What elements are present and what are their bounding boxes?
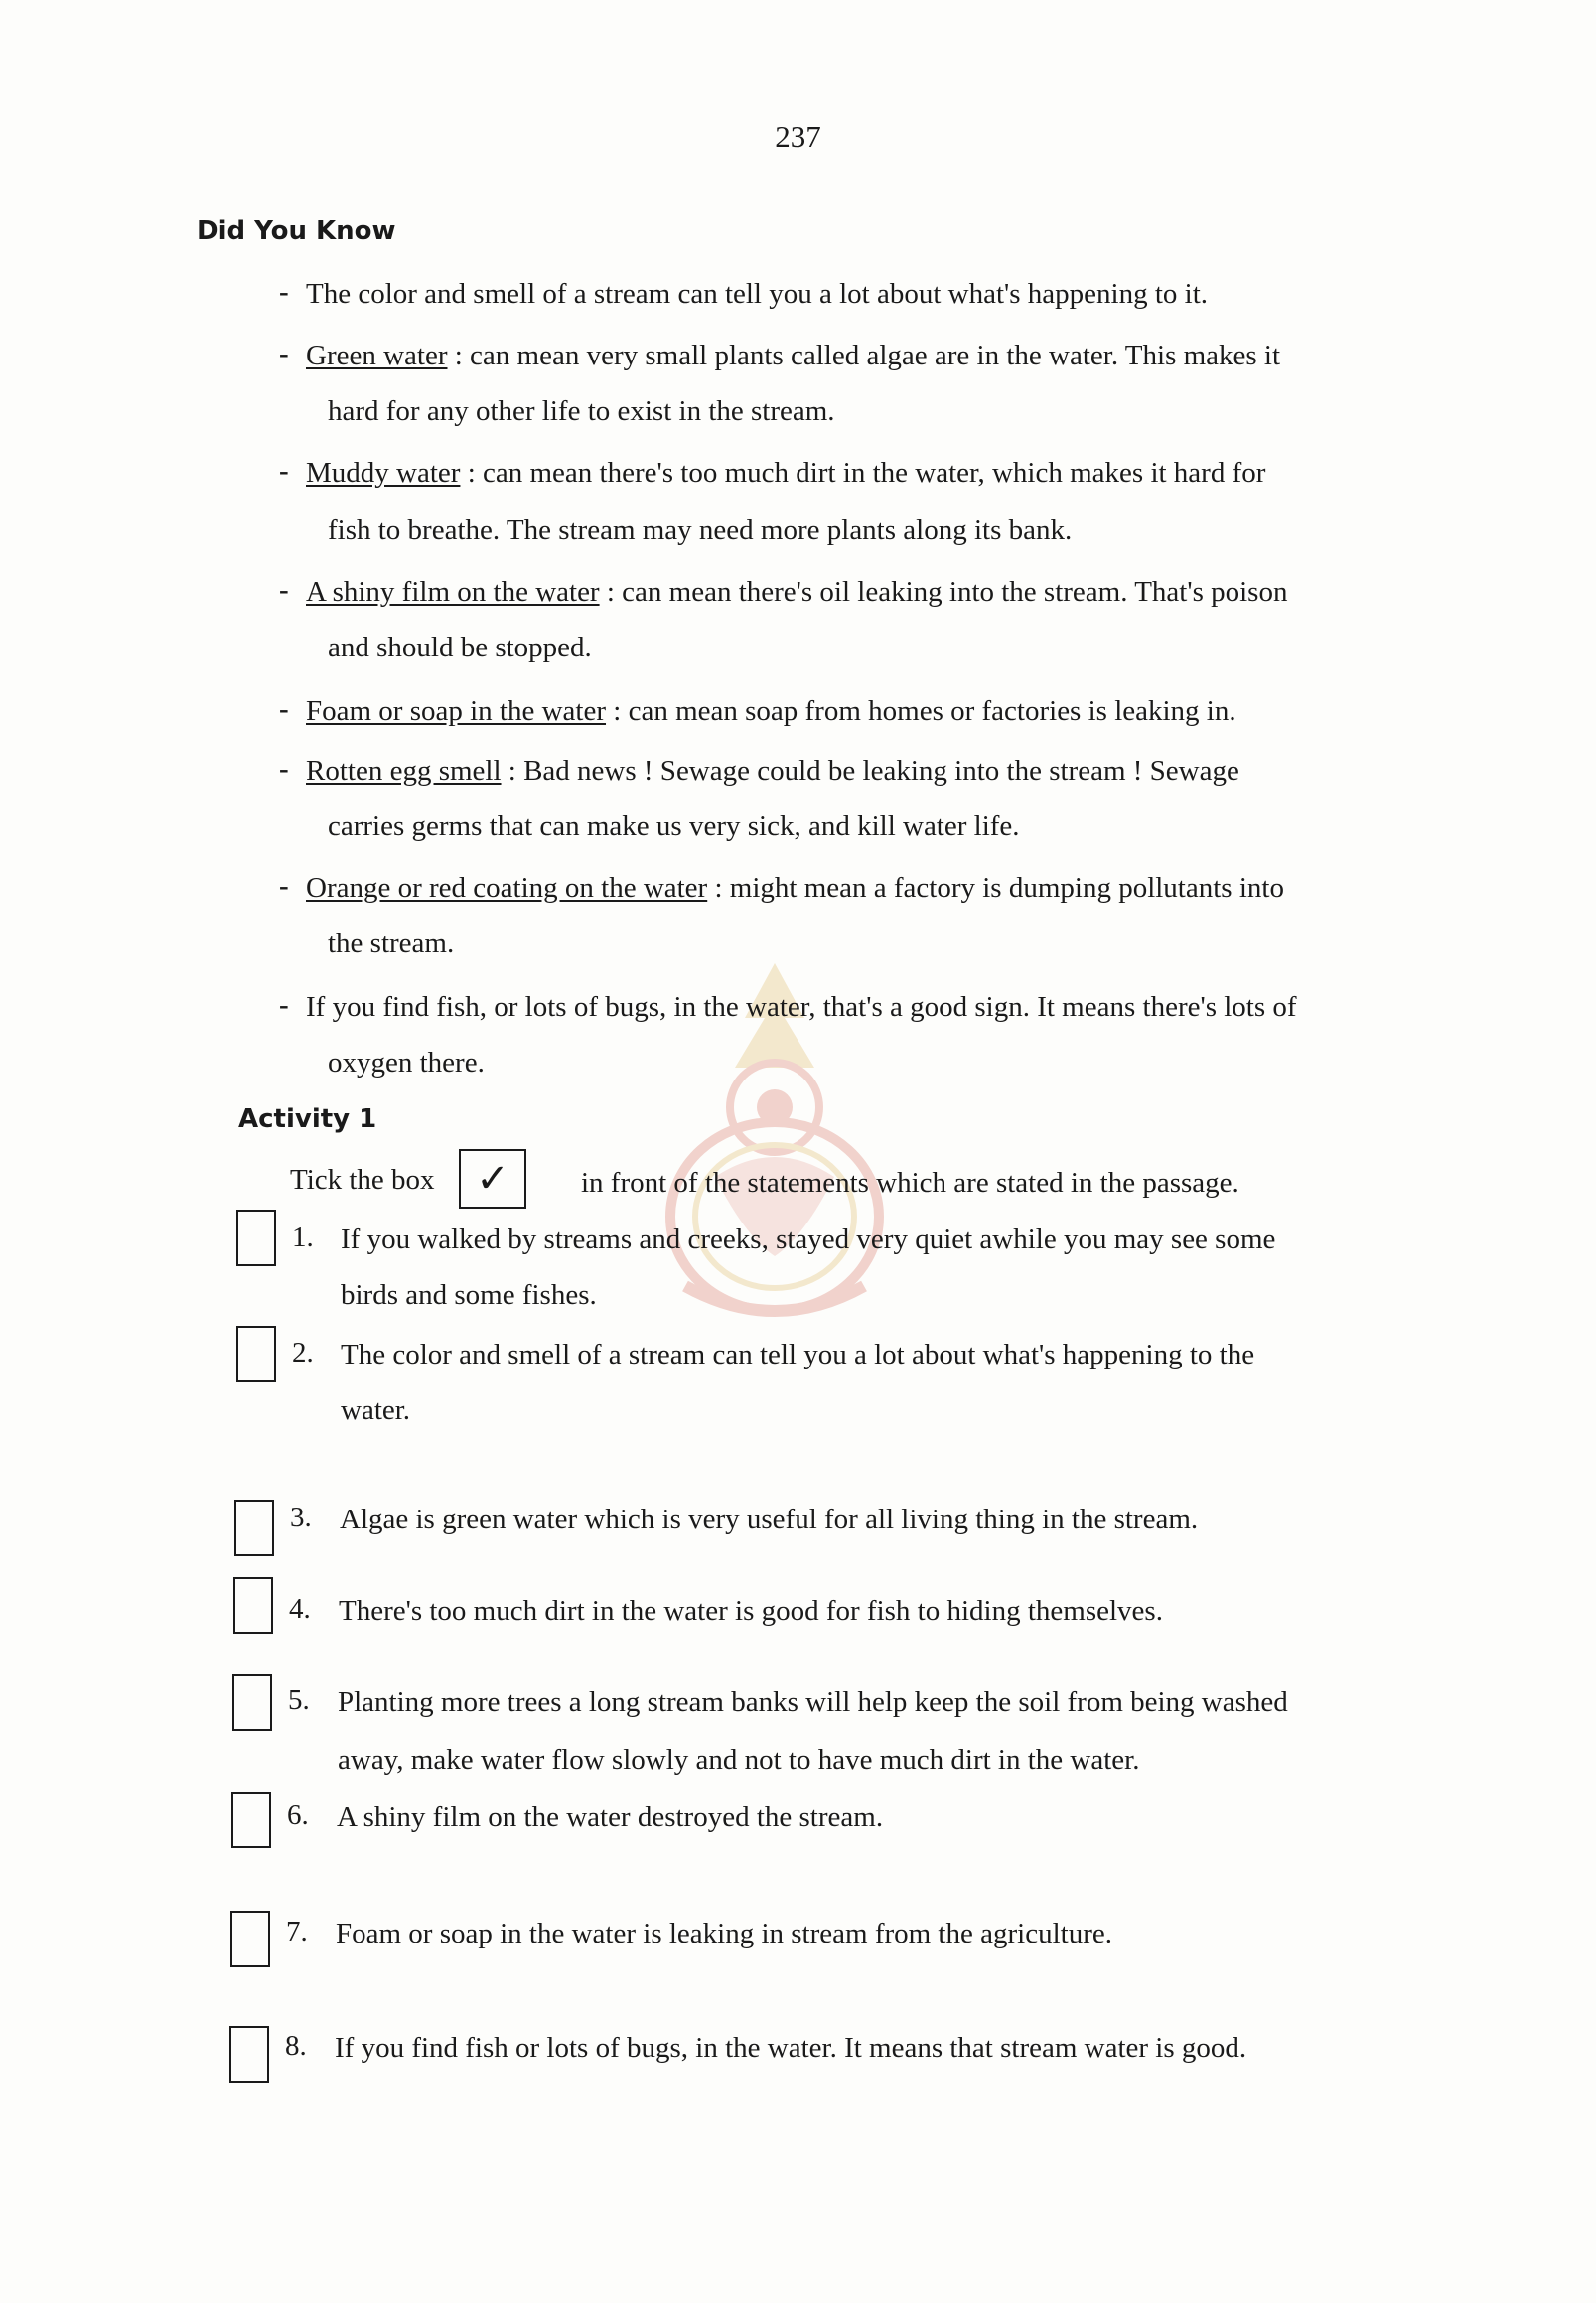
statement-text: If you walked by streams and creeks, stayed very quiet awhile you may see some — [341, 1223, 1276, 1255]
list-item-term: Foam or soap in the water — [306, 695, 607, 727]
statement-checkbox[interactable] — [236, 1326, 276, 1382]
list-item — [306, 755, 1239, 788]
statement-text: If you find fish or lots of bugs, in the water. It means that stream water is good. — [335, 2032, 1247, 2064]
statement-text-continuation: birds and some fishes. — [341, 1279, 597, 1311]
list-item-text: : Bad news ! Sewage could be leaking into the stream ! Sewage — [501, 755, 1239, 787]
statement-checkbox[interactable] — [233, 1577, 273, 1634]
list-item — [306, 278, 1208, 311]
list-item — [306, 340, 1280, 372]
statement-checkbox[interactable] — [234, 1500, 274, 1556]
activity-instruction-start: Tick the box — [290, 1164, 435, 1196]
statement-checkbox[interactable] — [232, 1674, 272, 1731]
activity-instruction-end: in front of the statements which are stated in the passage. — [581, 1167, 1239, 1199]
list-item-text: : can mean soap from homes or factories is leaking in. — [606, 695, 1236, 727]
statement-number: 6. — [287, 1799, 309, 1831]
list-item — [306, 576, 1287, 609]
statement-text: There's too much dirt in the water is good for fish to hiding themselves. — [339, 1595, 1163, 1627]
statement-number: 4. — [289, 1593, 311, 1625]
statement-checkbox[interactable] — [230, 1911, 270, 1967]
list-item-continuation: fish to breathe. The stream may need more plants along its bank. — [328, 514, 1073, 546]
statement-checkbox[interactable] — [236, 1210, 276, 1266]
statement-number: 3. — [290, 1502, 312, 1533]
list-item — [306, 872, 1284, 905]
statement-text: Foam or soap in the water is leaking in stream from the agriculture. — [336, 1918, 1112, 1949]
bullet-dash: - — [279, 338, 289, 369]
bullet-dash: - — [279, 989, 289, 1021]
bullet-dash: - — [279, 693, 289, 725]
list-item — [306, 695, 1236, 728]
statement-checkbox[interactable] — [231, 1792, 271, 1848]
list-item-text: The color and smell of a stream can tell you a lot about what's happening to it. — [306, 278, 1209, 310]
page-number: 237 — [775, 119, 821, 154]
bullet-dash: - — [279, 455, 289, 487]
statement-number: 2. — [292, 1337, 314, 1368]
statement-text: A shiny film on the water destroyed the stream. — [337, 1801, 884, 1833]
section-heading-activity: Activity 1 — [238, 1104, 377, 1134]
example-tick-box — [459, 1149, 526, 1209]
list-item-continuation: and should be stopped. — [328, 632, 592, 663]
bullet-dash: - — [279, 870, 289, 902]
bullet-dash: - — [279, 574, 289, 606]
bullet-dash: - — [279, 753, 289, 785]
list-item-continuation: the stream. — [328, 928, 455, 959]
check-icon: ✓ — [476, 1156, 509, 1202]
list-item-text: : can mean there's oil leaking into the stream. That's poison — [599, 576, 1288, 608]
statement-text: Algae is green water which is very useful for all living thing in the stream. — [340, 1504, 1199, 1535]
list-item — [306, 991, 1297, 1024]
list-item-continuation: hard for any other life to exist in the stream. — [328, 395, 835, 427]
list-item-term: Muddy water — [306, 457, 461, 489]
list-item — [306, 457, 1265, 490]
statement-text: Planting more trees a long stream banks will help keep the soil from being washed — [338, 1686, 1288, 1718]
statement-text-continuation: water. — [341, 1394, 411, 1426]
statement-text: The color and smell of a stream can tell you a lot about what's happening to the — [341, 1339, 1255, 1370]
statement-number: 7. — [286, 1916, 308, 1947]
list-item-term: Green water — [306, 340, 448, 371]
list-item-continuation: carries germs that can make us very sick, and kill water life. — [328, 810, 1020, 842]
bullet-dash: - — [279, 276, 289, 308]
list-item-text: If you find fish, or lots of bugs, in the water, that's a good sign. It means there's lots of — [306, 991, 1297, 1023]
statement-checkbox[interactable] — [229, 2026, 269, 2083]
statement-number: 5. — [288, 1684, 310, 1716]
statement-number: 8. — [285, 2030, 307, 2062]
list-item-term: A shiny film on the water — [306, 576, 600, 608]
list-item-text: : might mean a factory is dumping pollutants into — [707, 872, 1284, 904]
section-heading-did-you-know: Did You Know — [197, 216, 396, 246]
list-item-text: : can mean there's too much dirt in the water, which makes it hard for — [460, 457, 1266, 489]
list-item-continuation: oxygen there. — [328, 1047, 485, 1079]
statement-text-continuation: away, make water flow slowly and not to have much dirt in the water. — [338, 1744, 1140, 1776]
list-item-text: : can mean very small plants called algae are in the water. This makes it — [447, 340, 1281, 371]
list-item-term: Rotten egg smell — [306, 755, 502, 787]
statement-number: 1. — [292, 1222, 314, 1253]
list-item-term: Orange or red coating on the water — [306, 872, 708, 904]
